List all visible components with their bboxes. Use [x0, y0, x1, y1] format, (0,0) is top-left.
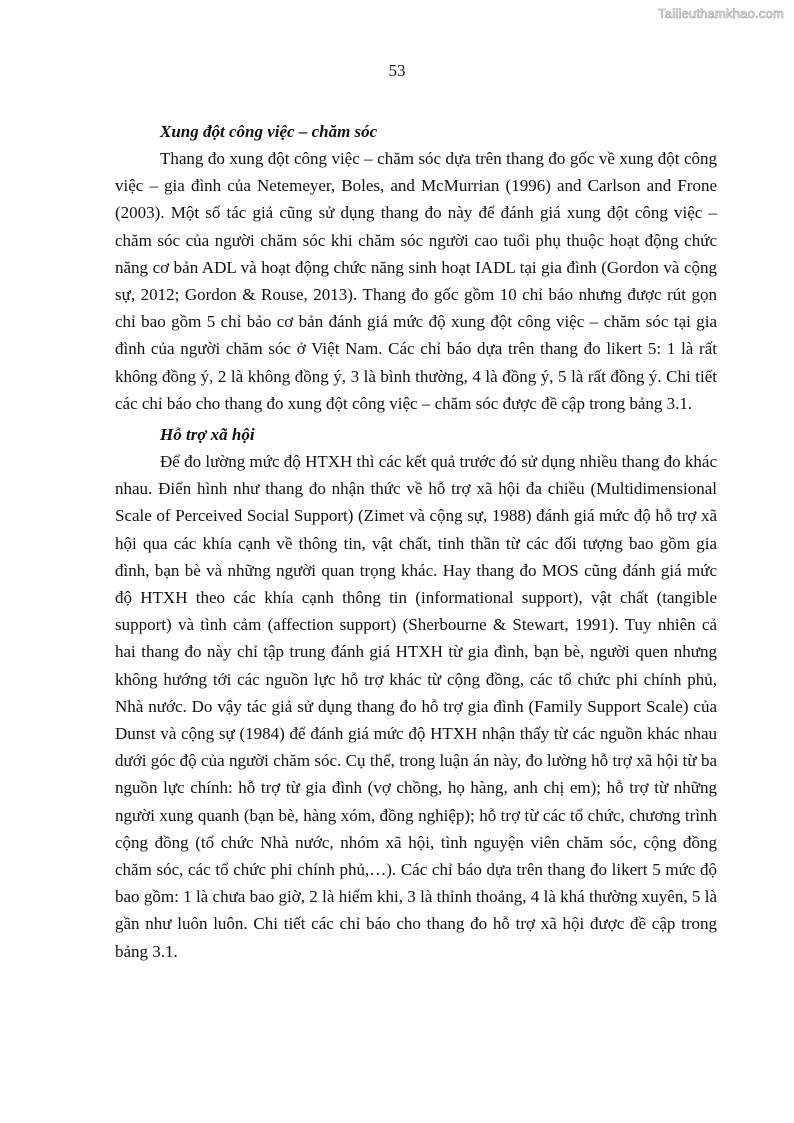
section-paragraph: Thang đo xung đột công việc – chăm sóc dựa trên thang đo gốc về xung đột công việc – gia đình của Netemeyer, Boles, and McMurrian (1996) and Carlson and Frone (2003). Một số tác giả cũng sử dụng thang đo này để đánh giá xung đột công việc – chăm sóc của người chăm sóc khi chăm sóc người cao tuổi phụ thuộc hoạt động chức năng cơ bản ADL và hoạt động chức năng sinh hoạt IADL tại gia đình (Gordon và cộng sự, 2012; Gordon & Rouse, 2013). Thang đo gốc gồm 10 chỉ báo nhưng được rút gọn chỉ bao gồm 5 chỉ bảo cơ bản đánh giá mức độ xung đột công việc – chăm sóc tại gia đình của người chăm sóc ở Việt Nam. Các chỉ báo dựa trên thang đo likert 5: 1 là rất không đồng ý, 2 là không đồng ý, 3 là bình thường, 4 là đồng ý, 5 là rất đồng ý. Chi tiết các chỉ báo cho thang đo xung đột công việc – chăm sóc được đề cập trong bảng 3.1.: [115, 149, 717, 413]
watermark-text: Tailieuthamkhao.com: [658, 6, 784, 21]
section-heading: Xung đột công việc – chăm sóc: [160, 122, 378, 141]
page-number: 53: [388, 61, 406, 80]
section-work-care-conflict: [115, 118, 717, 417]
document-body: [115, 118, 717, 965]
section-social-support: [115, 421, 717, 965]
section-paragraph: Để đo lường mức độ HTXH thì các kết quả trước đó sử dụng nhiều thang đo khác nhau. Điển hình như thang đo nhận thức về hỗ trợ xã hội đa chiều (Multidimensional Scale of Perceived Social Support) (Zimet và cộng sự, 1988) đánh giá mức độ hỗ trợ xã hội qua các khía cạnh về thông tin, vật chất, tinh thần từ các đối tượng bao gồm gia đình, bạn bè và những người quan trọng khác. Hay thang đo MOS cũng đánh giá mức độ HTXH theo các khía cạnh thông tin (informational support), vật chất (tangible support) và tình cảm (affection support) (Sherbourne & Stewart, 1991). Tuy nhiên cả hai thang đo này chỉ tập trung đánh giá HTXH từ gia đình, bạn bè, người quen nhưng không hướng tới các nguồn lực hỗ trợ khác từ cộng đồng, các tổ chức phi chính phủ, Nhà nước. Do vậy tác giả sử dụng thang đo hỗ trợ gia đình (Family Support Scale) của Dunst và cộng sự (1984) để đánh giá mức độ HTXH nhận thấy từ các nguồn khác nhau dưới góc độ của người chăm sóc. Cụ thể, trong luận án này, đo lường hỗ trợ xã hội từ ba nguồn lực chính: hỗ trợ từ gia đình (vợ chồng, họ hàng, anh chị em); hỗ trợ từ những người xung quanh (bạn bè, hàng xóm, đồng nghiệp); hỗ trợ từ các tổ chức, chương trình cộng đồng (tổ chức Nhà nước, nhóm xã hội, tình nguyện viên chăm sóc, cộng đồng chăm sóc, các tổ chức phi chính phủ,…). Các chỉ báo dựa trên thang đo likert 5 mức độ bao gồm: 1 là chưa bao giờ, 2 là hiếm khi, 3 là thỉnh thoảng, 4 là khá thường xuyên, 5 là gần như luôn luôn. Chi tiết các chỉ báo cho thang đo hỗ trợ xã hội được đề cập trong bảng 3.1.: [115, 452, 717, 961]
section-heading: Hỗ trợ xã hội: [160, 425, 255, 445]
